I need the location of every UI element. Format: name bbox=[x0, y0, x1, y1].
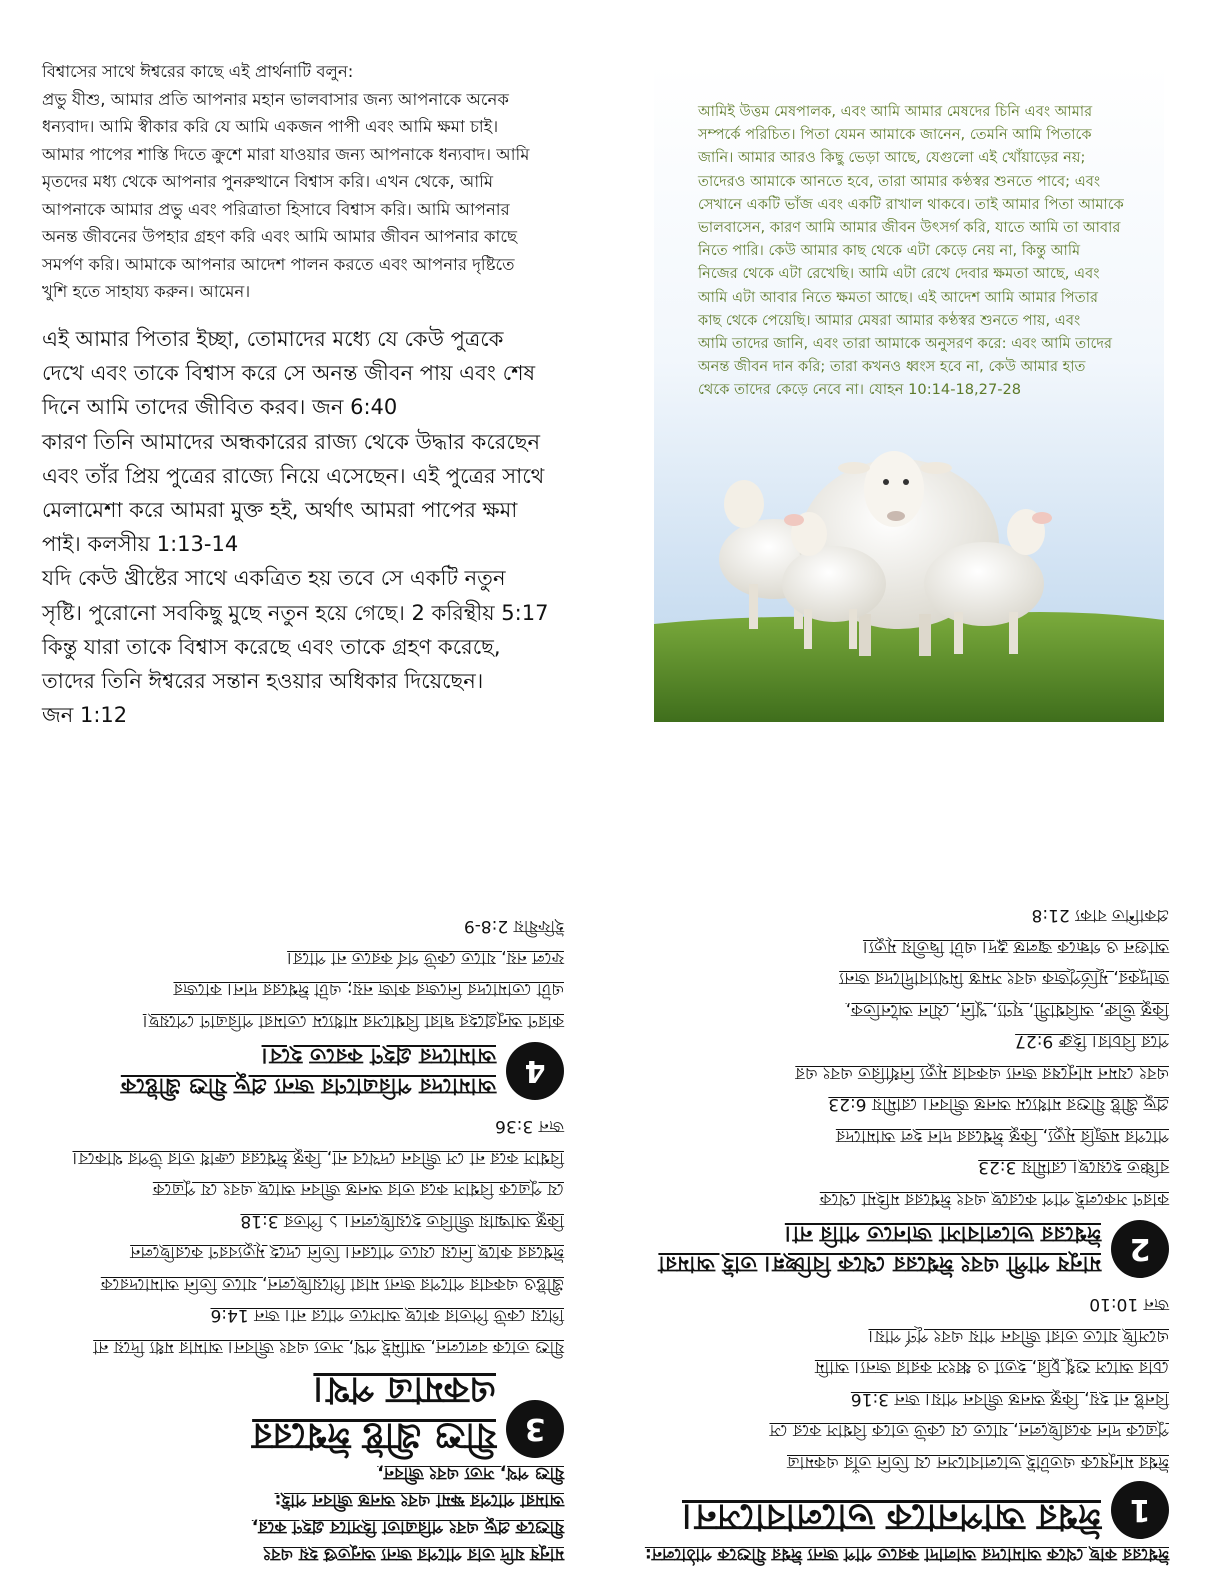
prayer-block bbox=[42, 58, 582, 306]
verse-line: জন 1:12 bbox=[42, 703, 128, 728]
verse-line: কিন্তু যারা তাকে বিশ্বাস করেছে এবং তাকে গ্রহণ করেছে, bbox=[42, 634, 501, 659]
section-number-badge: 2 bbox=[1111, 1220, 1169, 1278]
verse-line: এবং তাঁর প্রিয় পুত্রের রাজ্যে নিয়ে এসেছেন। এই পুত্রের সাথে bbox=[42, 463, 545, 488]
verse-line: যদি কেউ খ্রীষ্টের সাথে একত্রিত হয় তবে সে একটি নতুন bbox=[42, 566, 506, 591]
body-line: কিন্তু আত্মায় জীবিত হয়েছিলেন। ১ পিতর 3:18 bbox=[240, 1211, 564, 1231]
body-line: খ্রীষ্টও একবার পাপের জন্য মারা গিয়েছিলেন, যাতে তিনি আমাদেরকে bbox=[100, 1274, 564, 1294]
body-line: এসেছি যাতে তারা জীবন পায় এবং পূর্ণ পায়। bbox=[868, 1326, 1169, 1346]
prayer-line: বিশ্বাসের সাথে ঈশ্বরের কাছে এই প্রার্থনাটি বলুন: bbox=[42, 62, 354, 81]
body-line: বঞ্চিত হয়েছে। রোমীয় 3:23 bbox=[978, 1157, 1169, 1178]
verse-reference: জন 3:36 bbox=[495, 1116, 564, 1137]
caption-line: ভালবাসেন, কারণ আমি আমার জীবন উৎসর্গ করি, যাতে আমি তা আবার bbox=[698, 219, 1121, 237]
body-line: আগুন ও গন্ধকে জ্বলন্ত হ্রদ। এটা দ্বিতীয় মৃত্যু। bbox=[862, 937, 1169, 957]
body-line: ঈশ্বরের কাছে নিয়ে যেতে পারেন। তিনি দেহে মৃত্যুবরণ করেছিলেন bbox=[130, 1242, 564, 1263]
verse-reference: প্রকাশিত বাক্য 21:8 bbox=[1031, 905, 1169, 926]
lower-right-column bbox=[629, 889, 1169, 1566]
intro-line: আমরা পাপের ক্ষমা এবং অনন্ত জীবন পাই: bbox=[274, 1490, 564, 1510]
body-line: পুত্রকে দান করেছিলেন, যাতে যে কেউ তাকে বিশ্বাস করে সে bbox=[769, 1420, 1169, 1441]
section-heading: যীশু খ্রীষ্ট ঈশ্বরের bbox=[252, 1415, 496, 1456]
body-line: পাপের মজুরি মৃত্যু, কিন্তু ঈশ্বরের দান হল আমাদের bbox=[835, 1126, 1169, 1146]
caption-line: থেকে তাদের কেড়ে নেবে না। যোহন 10:14-18,27-28 bbox=[698, 381, 1022, 399]
section-heading: ঈশ্বর আপনাকে ভালোবাসেন। bbox=[681, 1496, 1101, 1537]
prayer-line: আপনাকে আমার প্রভু এবং পরিত্রাতা হিসাবে বিশ্বাস করি। আমি আপনার bbox=[42, 199, 510, 219]
body-line: যীশু তাকে বললেন, আমিই পথ, সত্য এবং জীবন। আমার মধ্য দিয়ে না bbox=[93, 1337, 564, 1357]
intro-line: যীশু পথ, সত্য এবং জীবন, bbox=[377, 1463, 564, 1483]
section-heading: মানুষ পাপী এবং ঈশ্বরের থেকে বিচ্ছিন্ন। তাই আমরা bbox=[658, 1251, 1101, 1276]
verse-line: পাই। কলসীয় 1:13-14 bbox=[42, 532, 239, 557]
intro-line: যীশুকে প্রভু এবং পরিত্রাতা হিসাবে গ্রহণ করে, bbox=[251, 1517, 564, 1537]
body-line: বিনষ্ট না হয়, কিন্তু অনন্ত জীবন পায়। জন 3:16 bbox=[850, 1389, 1169, 1409]
caption-line: আমি তাদের জানি, এবং তারা আমাকে অনুসরণ করে: এবং আমি তাদের bbox=[698, 335, 1113, 353]
verses-block bbox=[42, 322, 602, 732]
body-line: জাদুকর, মূর্তিপূজক এবং সমস্ত মিথ্যাবাদীদের জন্য bbox=[839, 968, 1169, 989]
section-3 bbox=[24, 1110, 564, 1458]
prayer-line: অনন্ত জীবনের উপহার গ্রহণ করি এবং আমি আমার জীবন আপনার কাছে bbox=[42, 227, 517, 246]
section-heading-line2: ঈশ্বরের ভালোবাসা জানতে পারি না। bbox=[784, 1221, 1101, 1246]
section-number-badge: 1 bbox=[1111, 1481, 1169, 1539]
verse-line: সৃষ্টি। পুরোনো সবকিছু মুছে নতুন হয়ে গেছে। 2 করিন্থীয় 5:17 bbox=[42, 600, 549, 625]
body-line: প্রভু খ্রীষ্ট যীশুর মাধ্যমে অনন্ত জীবন। রোমীয় 6:23 bbox=[828, 1094, 1169, 1115]
verse-line: তাদের তিনি ঈশ্বরের সন্তান হওয়ার অধিকার দিয়েছেন। bbox=[42, 669, 484, 694]
photo-caption bbox=[698, 100, 1128, 402]
section-heading-line2: একমাত্র পথ। bbox=[313, 1369, 496, 1410]
section-4 bbox=[24, 910, 564, 1100]
prayer-line: আমার পাপের শাস্তি দিতে ক্রুশে মারা যাওয়ার জন্য আপনাকে ধন্যবাদ। আমি bbox=[42, 144, 530, 164]
caption-line: নিতে পারি। কেউ আমার কাছ থেকে এটা কেড়ে নেয় না, কিন্তু আমি bbox=[698, 242, 1081, 260]
verse-reference: ইফিষীয় 2:8-9 bbox=[463, 916, 564, 937]
body-line: গিয়ে কেউ পিতার কাছে আসতে পারে না। জন 14:6 bbox=[210, 1305, 564, 1326]
intro-line: ঈশ্বরের কাছ থেকে আমাদের আলাদা করতে পাপ জন্য ঈশ্বর যীশুকে পাঠালেন: bbox=[644, 1544, 1169, 1564]
body-line: কিন্তু ভীরু, অবিশ্বাসী, ঘৃণ্য, খুনি, যৌন অনৈতিক, bbox=[845, 1000, 1169, 1020]
caption-line: সেখানে একটি ভাঁজ এবং একটি রাখাল থাকবে। তাই আমার পিতা আমাকে bbox=[698, 195, 1124, 213]
body-line: এটা তোমাদের নিজের কাজ নয়; এটা ঈশ্বরের দান। কাজের bbox=[173, 979, 564, 1000]
caption-line: আমি এটা আবার নিতে ক্ষমতা আছে। এই আদেশ আমি আমার পিতার bbox=[698, 288, 1098, 306]
body-line: চোর আসে শুধু চুরি, হত্যা ও ধ্বংস করার জন্য। আমি bbox=[814, 1357, 1169, 1378]
section-2 bbox=[629, 899, 1169, 1278]
lower-left-column bbox=[24, 900, 564, 1566]
prayer-line: খুশি হতে সাহায্য করুন। আমেন। bbox=[42, 282, 251, 301]
section-heading: আমাদের পরিত্রাণের জন্য প্রভু যীশু খ্রীষ্টকে bbox=[120, 1073, 496, 1098]
verse-line: দিনে আমি তাদের জীবিত করব। জন 6:40 bbox=[42, 395, 398, 420]
caption-line: তাদেরও আমাকে আনতে হবে, তারা আমার কণ্ঠস্বর শুনতে পাবে; এবং bbox=[698, 172, 1101, 190]
prayer-line: সমর্পণ করি। আমাকে আপনার আদেশ পালন করতে এবং আপনার দৃষ্টিতে bbox=[42, 254, 515, 274]
caption-line: নিজের থেকে এটা রেখেছি। আমি এটা রেখে দেবার ক্ষমতা আছে, এবং bbox=[698, 265, 1100, 283]
body-line: যে পুত্রকে বিশ্বাস করে তার অনন্ত জীবন আছে এবং যে পুত্রকে bbox=[152, 1179, 564, 1200]
body-line: পরে বিচার। হিব্রু 9:27 bbox=[1015, 1031, 1169, 1052]
caption-line: অনন্ত জীবন দান করি; তারা কখনও ধ্বংস হবে না, কেউ আমার হাত bbox=[698, 358, 1086, 376]
caption-line: সম্পর্কে পরিচিত। পিতা যেমন আমাকে জানেন, তেমনি আমি পিতাকে bbox=[698, 126, 1092, 144]
intro-line: মানুষ যদি তার পাপের জন্য অনুতপ্ত হয় এবং bbox=[263, 1544, 564, 1564]
verse-reference: জন 10:10 bbox=[1089, 1294, 1169, 1315]
body-line: কারণ অনুগ্রহের দ্বারা বিশ্বাসের মাধ্যমে তোমরা পরিত্রাণ পেয়েছ। bbox=[142, 1011, 564, 1031]
caption-line: কাছ থেকে পেয়েছি। আমার মেষরা আমার কণ্ঠস্বর শুনতে পায়, এবং bbox=[698, 311, 1081, 329]
body-line: এবং যেমন মানুষের জন্য একবার মৃত্যু নির্ধারিত এবং এর bbox=[795, 1063, 1169, 1083]
body-line: কারণ সকলেই পাপ করেছে এবং ঈশ্বরের মহিমা থেকে bbox=[819, 1189, 1169, 1209]
body-line: ফলে নয়, যাতে কেউ গর্ব করতে না পারে। bbox=[287, 948, 564, 968]
prayer-line: প্রভু যীশু, আমার প্রতি আপনার মহান ভালবাসার জন্য আপনাকে অনেক bbox=[42, 89, 509, 109]
verse-line: দেখে এবং তাকে বিশ্বাস করে সে অনন্ত জীবন পায় এবং শেষ bbox=[42, 361, 536, 386]
body-line: বিশ্বাস করে না সে জীবন দেখবে না, কিন্তু ঈশ্বরের ক্রোধ তার উপর থাকবে। bbox=[72, 1148, 564, 1168]
section-heading-line2: আমাদের গ্রহণ করতে হবে। bbox=[261, 1043, 496, 1068]
prayer-line: মৃতদের মধ্য থেকে আপনার পুনরুত্থানে বিশ্বাস করি। এখন থেকে, আমি bbox=[42, 172, 494, 191]
prayer-line: ধন্যবাদ। আমি স্বীকার করি যে আমি একজন পাপী এবং আমি ক্ষমা চাই। bbox=[42, 117, 499, 136]
section-number-badge: 3 bbox=[506, 1400, 564, 1458]
upside-down-panel bbox=[0, 792, 1224, 1584]
caption-line: জানি। আমার আরও কিছু ভেড়া আছে, যেগুলো এই খোঁয়াড়ের নয়; bbox=[698, 149, 1086, 167]
caption-line: আমিই উত্তম মেষপালক, এবং আমি আমার মেষদের চিনি এবং আমার bbox=[698, 103, 1093, 120]
verse-line: এই আমার পিতার ইচ্ছা, তোমাদের মধ্যে যে কেউ পুত্রকে bbox=[42, 327, 504, 351]
verse-line: মেলামেশা করে আমরা মুক্ত হই, অর্থাৎ আমরা পাপের ক্ষমা bbox=[42, 498, 518, 523]
sheep-photo-panel bbox=[654, 64, 1164, 722]
verse-line: কারণ তিনি আমাদের অন্ধকারের রাজ্য থেকে উদ্ধার করেছেন bbox=[42, 429, 541, 454]
section-1 bbox=[629, 1288, 1169, 1539]
section-number-badge: 4 bbox=[506, 1042, 564, 1100]
body-line: ঈশ্বর মানুষকে এতটাই ভালোবাসেন যে তিনি তাঁর একমাত্র bbox=[787, 1452, 1169, 1472]
